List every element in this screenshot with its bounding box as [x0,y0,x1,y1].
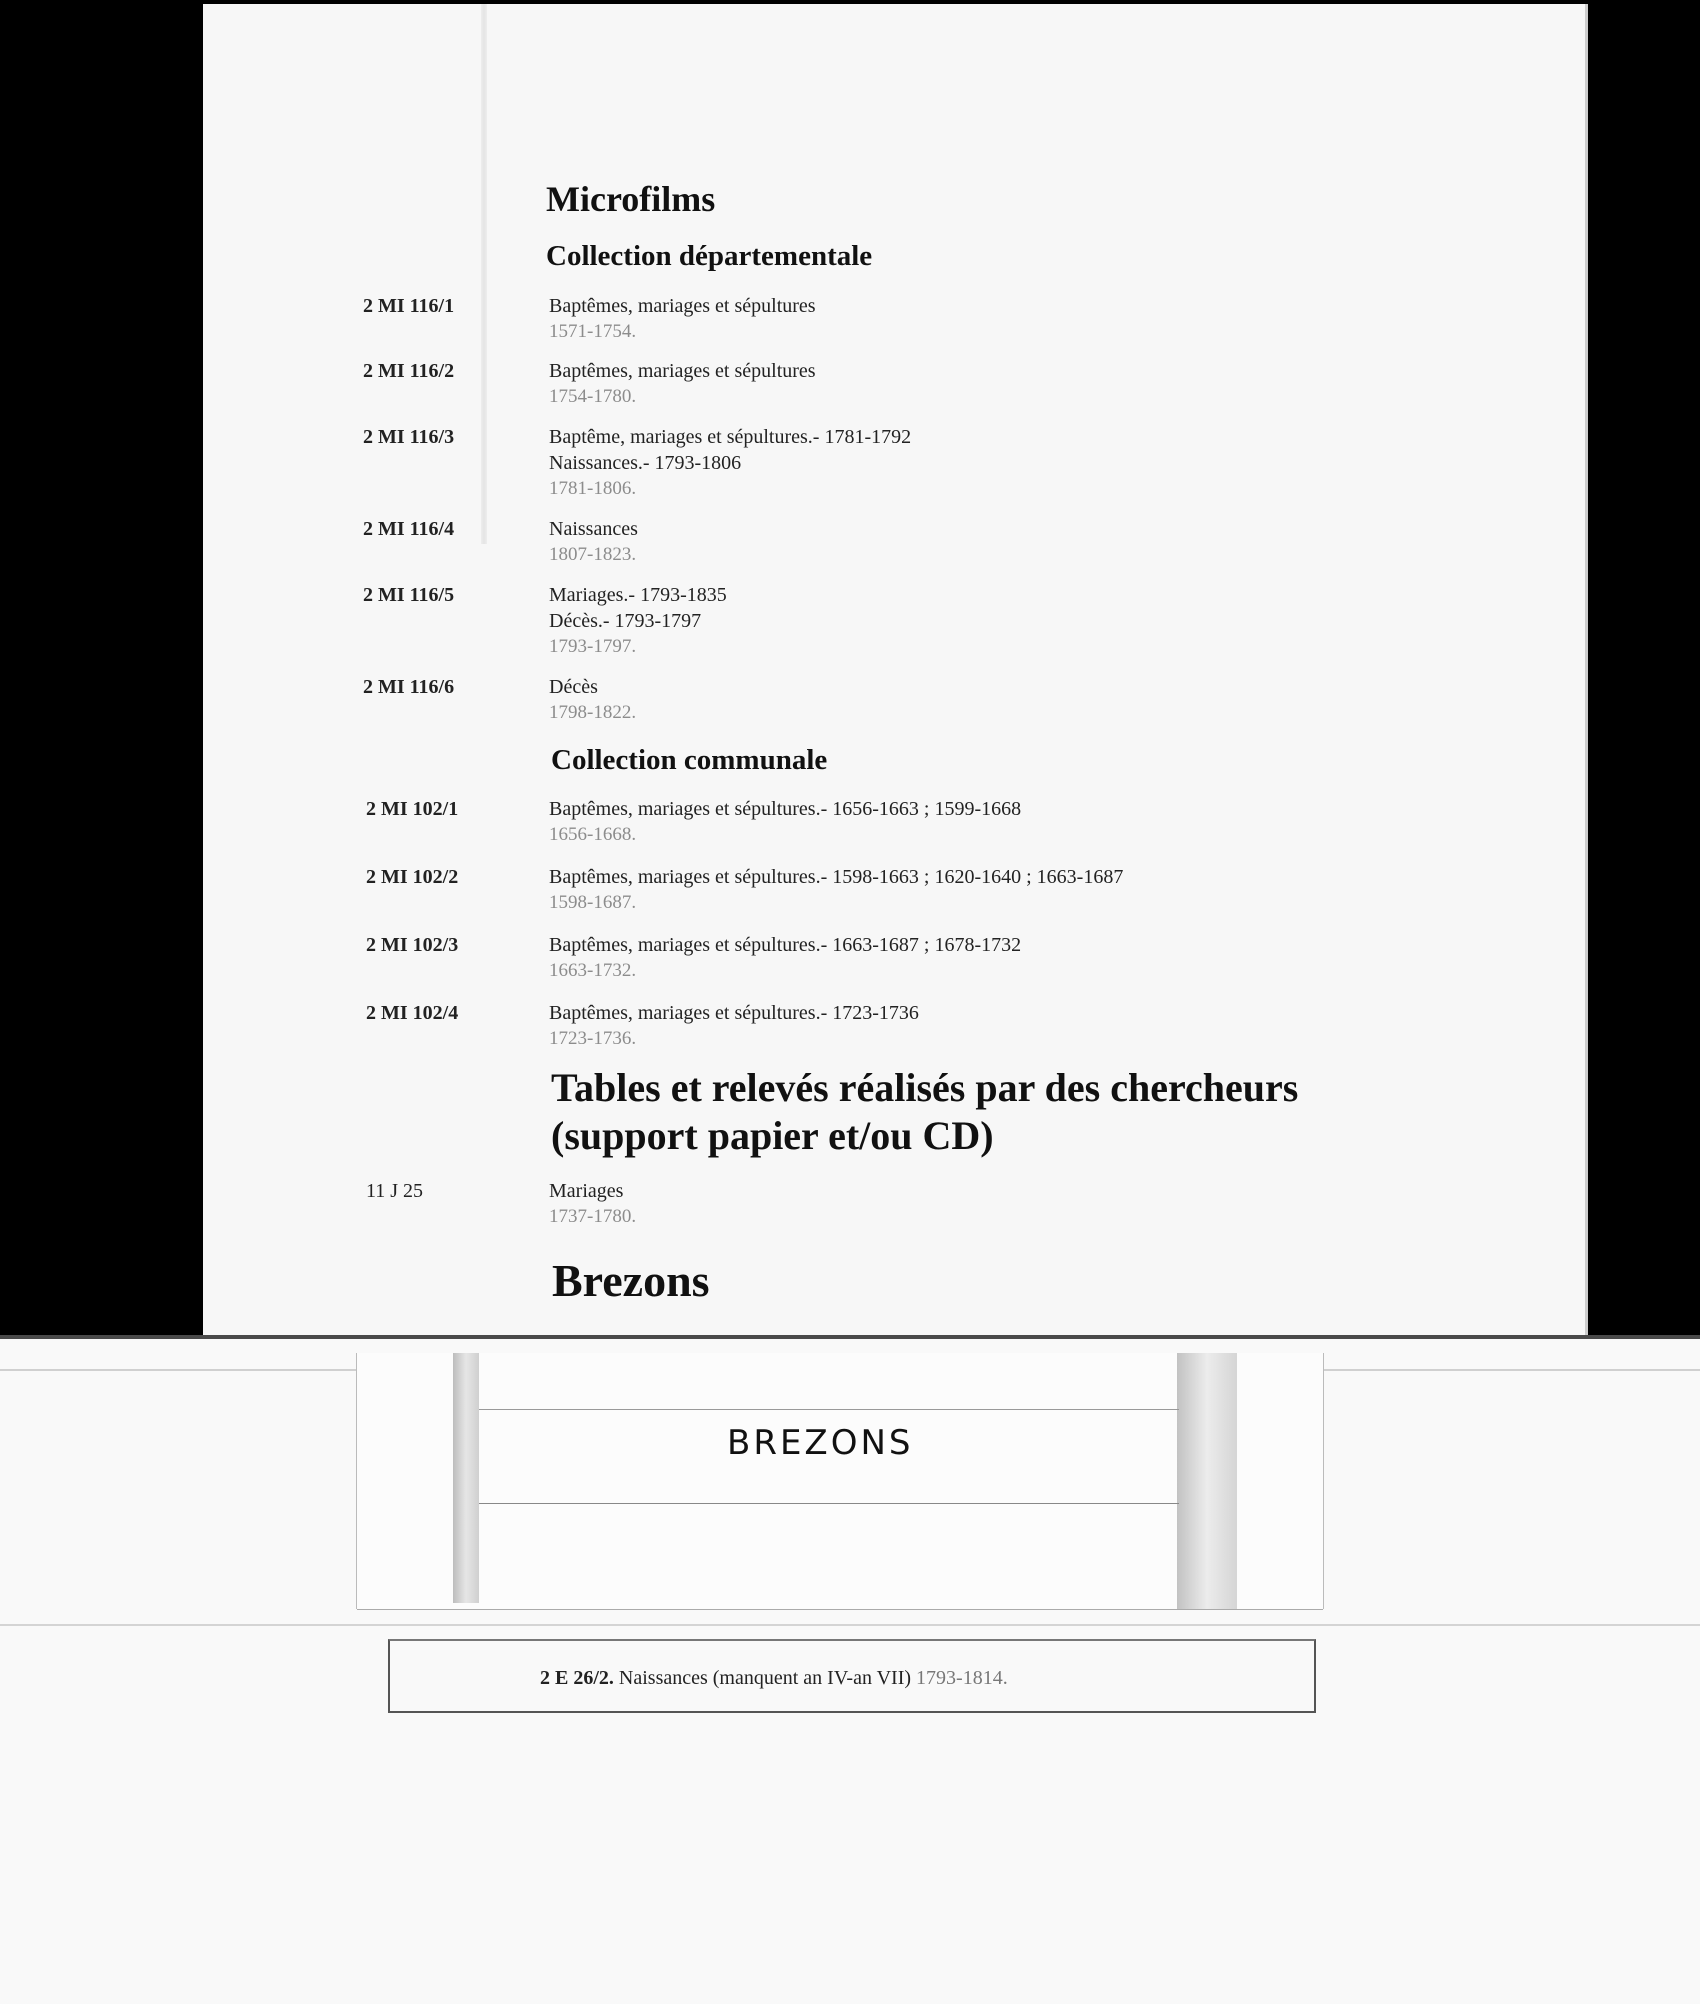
entry-code: 2 MI 116/4 [363,518,455,540]
entry-code: 2 MI 116/1 [363,295,455,317]
shelf-mark-box [388,1639,1316,1713]
shelf-date: 1793-1814. [916,1667,1008,1689]
entry-code: 2 MI 102/1 [366,798,459,820]
sheet-edge [1585,4,1588,1340]
divider [479,1409,1179,1410]
entry-description: Mariages.- 1793-1835 Décès.- 1793-1797 1793-1797. [549,582,727,660]
entry-description: Baptêmes, mariages et sépultures.- 1723-1736 1723-1736. [549,1000,919,1052]
entry-date: 1663-1732. [549,960,637,981]
divider [357,1609,1323,1610]
heading-microfilms: Microfilms [546,179,716,219]
entry-description: Décès 1798-1822. [549,674,636,726]
entry-date: 1656-1668. [549,824,637,845]
tape [1177,1353,1237,1609]
tape [453,1353,479,1603]
entry-date: 1781-1806. [549,478,637,499]
entry-description: Naissances 1807-1823. [549,516,638,568]
divider [479,1503,1179,1504]
entry-date: 1737-1780. [549,1206,637,1227]
entry-date: 1798-1822. [549,702,637,723]
entry-description: Baptêmes, mariages et sépultures 1754-1780. [549,358,816,410]
document-sheet [203,4,1588,1340]
entry-description: Baptêmes, mariages et sépultures.- 1598-1663 ; 1620-1640 ; 1663-1687 1598-1687. [549,864,1123,916]
shelf-text: Naissances (manquent an IV-an VII) [618,1667,912,1689]
entry-code: 2 MI 102/4 [366,1002,459,1024]
heading-collection-departementale: Collection départementale [546,240,873,272]
entry-description: Baptêmes, mariages et sépultures 1571-1754. [549,293,816,345]
entry-description: Baptêmes, mariages et sépultures.- 1656-1663 ; 1599-1668 1656-1668. [549,796,1021,848]
entry-code: 2 MI 116/3 [363,426,455,448]
entry-date: 1723-1736. [549,1028,637,1049]
entry-code: 11 J 25 [366,1180,424,1202]
entry-code: 2 MI 102/2 [366,866,459,888]
shelf-mark [540,1667,1008,1690]
folder-seam [0,1624,1700,1626]
heading-tables-releves: Tables et relevés réalisés par des chercheurs (support papier et/ou CD) [551,1065,1299,1158]
folder-label [356,1353,1324,1609]
entry-date: 1793-1797. [549,636,637,657]
entry-description: Baptêmes, mariages et sépultures.- 1663-1687 ; 1678-1732 1663-1732. [549,932,1021,984]
archive-folder [0,1335,1700,2004]
entry-date: 1807-1823. [549,544,637,565]
fold-shadow [481,4,487,544]
entry-description: Baptême, mariages et sépultures.- 1781-1792 Naissances.- 1793-1806 1781-1806. [549,424,911,502]
entry-description: Mariages 1737-1780. [549,1178,636,1230]
entry-code: 2 MI 116/6 [363,676,455,698]
heading-town: Brezons [552,1255,710,1306]
entry-code: 2 MI 116/5 [363,584,455,606]
entry-code: 2 MI 116/2 [363,360,455,382]
entry-date: 1571-1754. [549,321,637,342]
handwritten-label: BREZONS [727,1423,914,1463]
shelf-code: 2 E 26/2. [540,1667,614,1689]
heading-collection-communale: Collection communale [551,744,828,776]
entry-date: 1754-1780. [549,386,637,407]
entry-date: 1598-1687. [549,892,637,913]
entry-code: 2 MI 102/3 [366,934,459,956]
